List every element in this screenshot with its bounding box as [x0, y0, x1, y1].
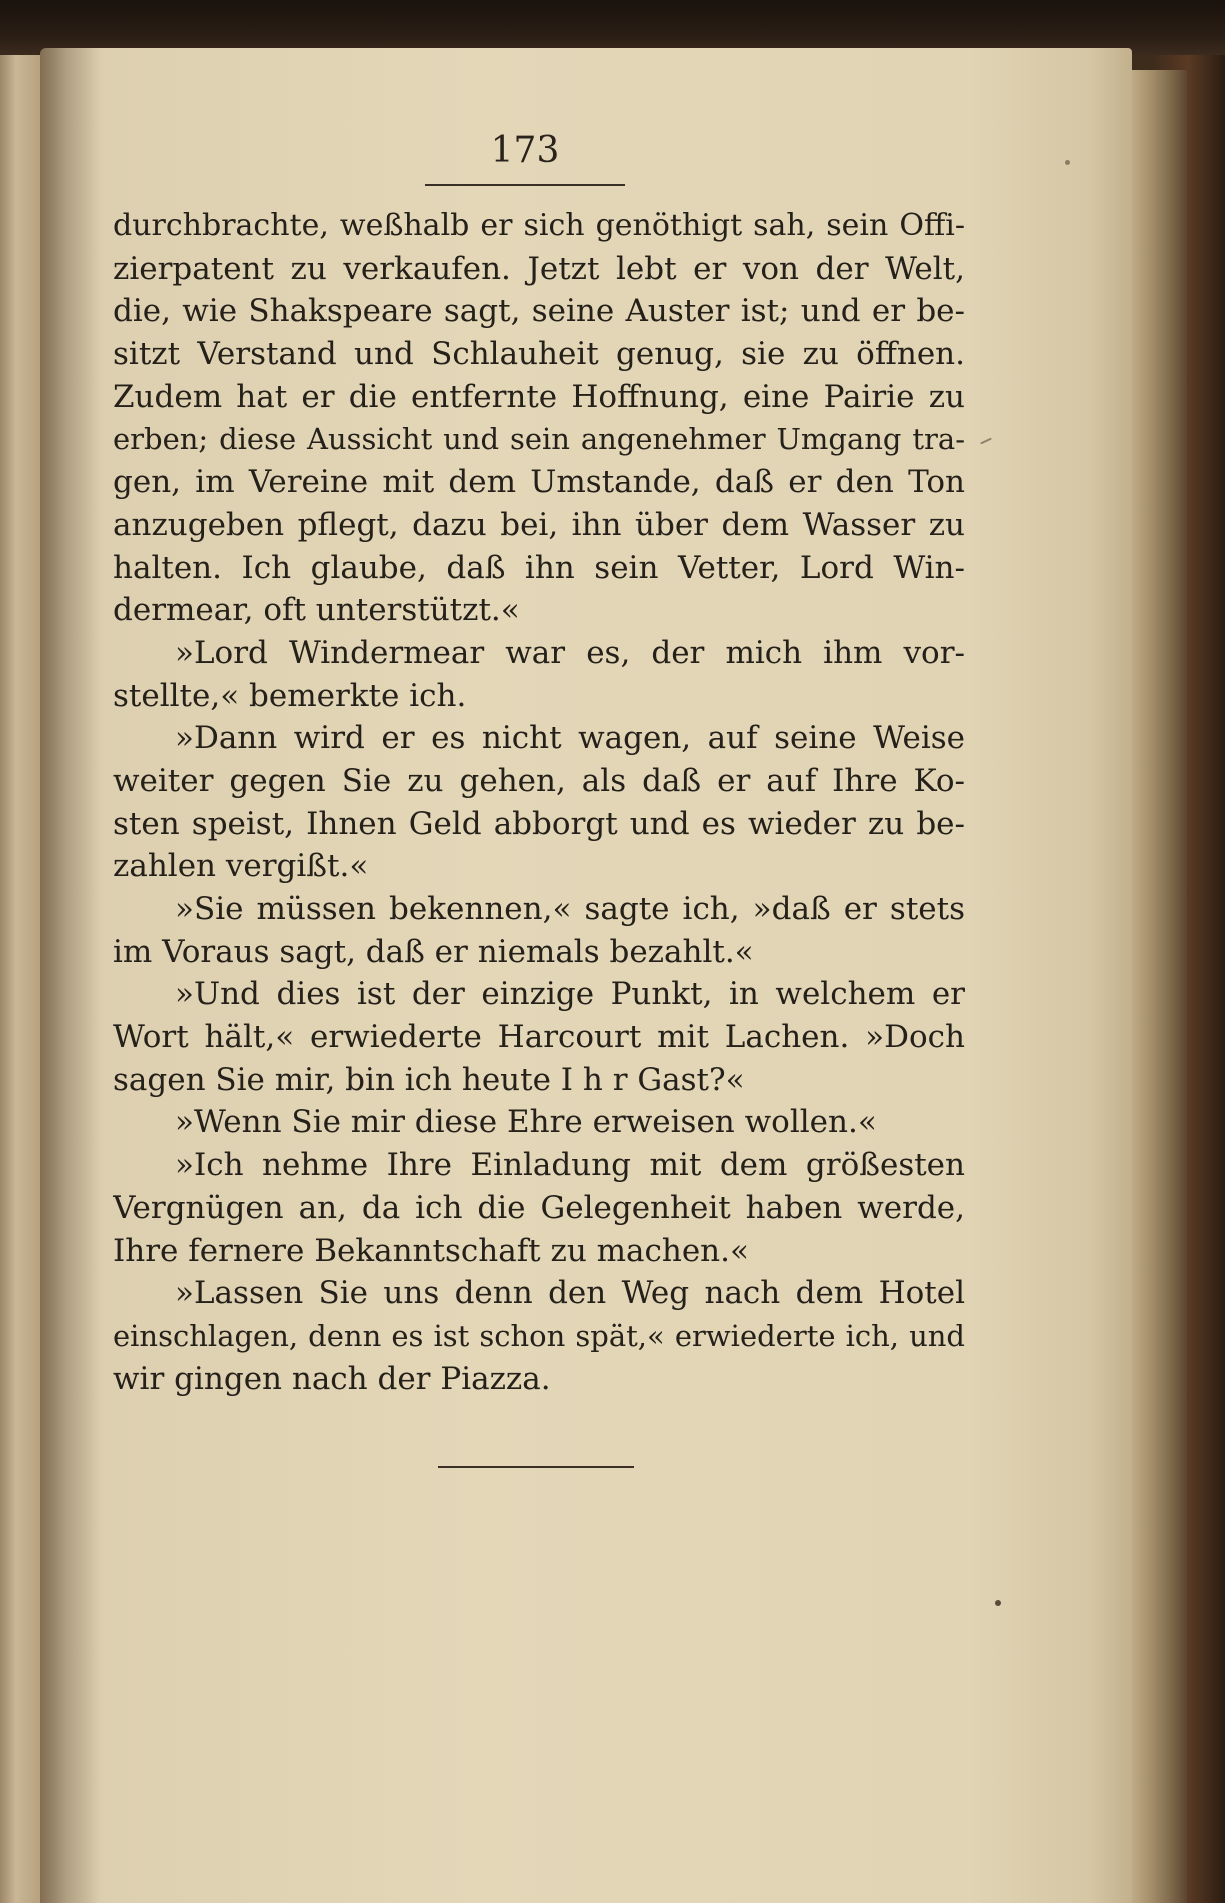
text-line: anzugeben pflegt, dazu bei, ihn über dem Wasser zu	[113, 506, 965, 543]
text-line: weiter gegen Sie zu gehen, als daß er auf Ihre Ko-	[113, 762, 965, 799]
text-line: Vergnügen an, da ich die Gelegenheit haben werde,	[113, 1189, 965, 1226]
text-line: sitzt Verstand und Schlauheit genug, sie zu öffnen.	[113, 336, 965, 373]
text-line: halten. Ich glaube, daß ihn sein Vetter, Lord Win-	[113, 549, 965, 586]
end-rule	[438, 1466, 634, 1468]
text-line: dermear, oft unterstützt.«	[113, 592, 520, 629]
text-line: »Lord Windermear war es, der mich ihm vor-	[175, 634, 965, 671]
paper-speck	[995, 1600, 1001, 1606]
text-line: im Voraus sagt, daß er niemals bezahlt.«	[113, 933, 754, 970]
text-line: stellte,« bemerkte ich.	[113, 677, 467, 714]
text-line: erben; diese Aussicht und sein angenehmer Umgang tra-	[113, 422, 965, 457]
text-line: »Ich nehme Ihre Einladung mit dem größesten	[175, 1147, 965, 1184]
text-line: Zudem hat er die entfernte Hoffnung, eine Pairie zu	[113, 378, 965, 415]
text-line: sten speist, Ihnen Geld abborgt und es wieder zu be-	[113, 805, 965, 842]
text-line: die, wie Shakspeare sagt, seine Auster ist; und er be-	[113, 293, 965, 330]
book-cover-top	[0, 0, 1225, 55]
text-line: »Sie müssen bekennen,« sagte ich, »daß er stets	[175, 891, 965, 927]
text-line: zahlen vergißt.«	[113, 848, 369, 885]
text-line: sagen Sie mir, bin ich heute I h r Gast?«	[113, 1061, 745, 1098]
text-line: »Dann wird er es nicht wagen, auf seine Weise	[175, 720, 965, 757]
text-line: Wort hält,« erwiederte Harcourt mit Lachen. »Doch	[113, 1019, 965, 1056]
page-stack-edge	[1132, 70, 1187, 1903]
text-line: Ihre fernere Bekanntschaft zu machen.«	[113, 1232, 749, 1269]
text-line: gen, im Vereine mit dem Umstande, daß er den Ton	[113, 464, 965, 501]
text-line: durchbrachte, weßhalb er sich genöthigt sah, sein Offi-	[113, 208, 965, 243]
text-line: einschlagen, denn es ist schon spät,« erwiederte ich, und	[113, 1318, 965, 1353]
facing-page-edge	[0, 55, 40, 1903]
text-line: zierpatent zu verkaufen. Jetzt lebt er von der Welt,	[113, 250, 965, 287]
text-line: »Wenn Sie mir diese Ehre erweisen wollen.«	[175, 1104, 877, 1141]
body-text	[113, 205, 965, 1400]
gutter-shadow	[40, 48, 100, 1903]
page-number: 173	[490, 130, 560, 171]
text-line: »Lassen Sie uns denn den Weg nach dem Hotel	[175, 1275, 965, 1312]
text-line: wir gingen nach der Piazza.	[113, 1360, 551, 1397]
text-line: »Und dies ist der einzige Punkt, in welchem er	[175, 976, 965, 1013]
header-rule	[425, 184, 625, 186]
paper-speck	[1065, 160, 1070, 165]
